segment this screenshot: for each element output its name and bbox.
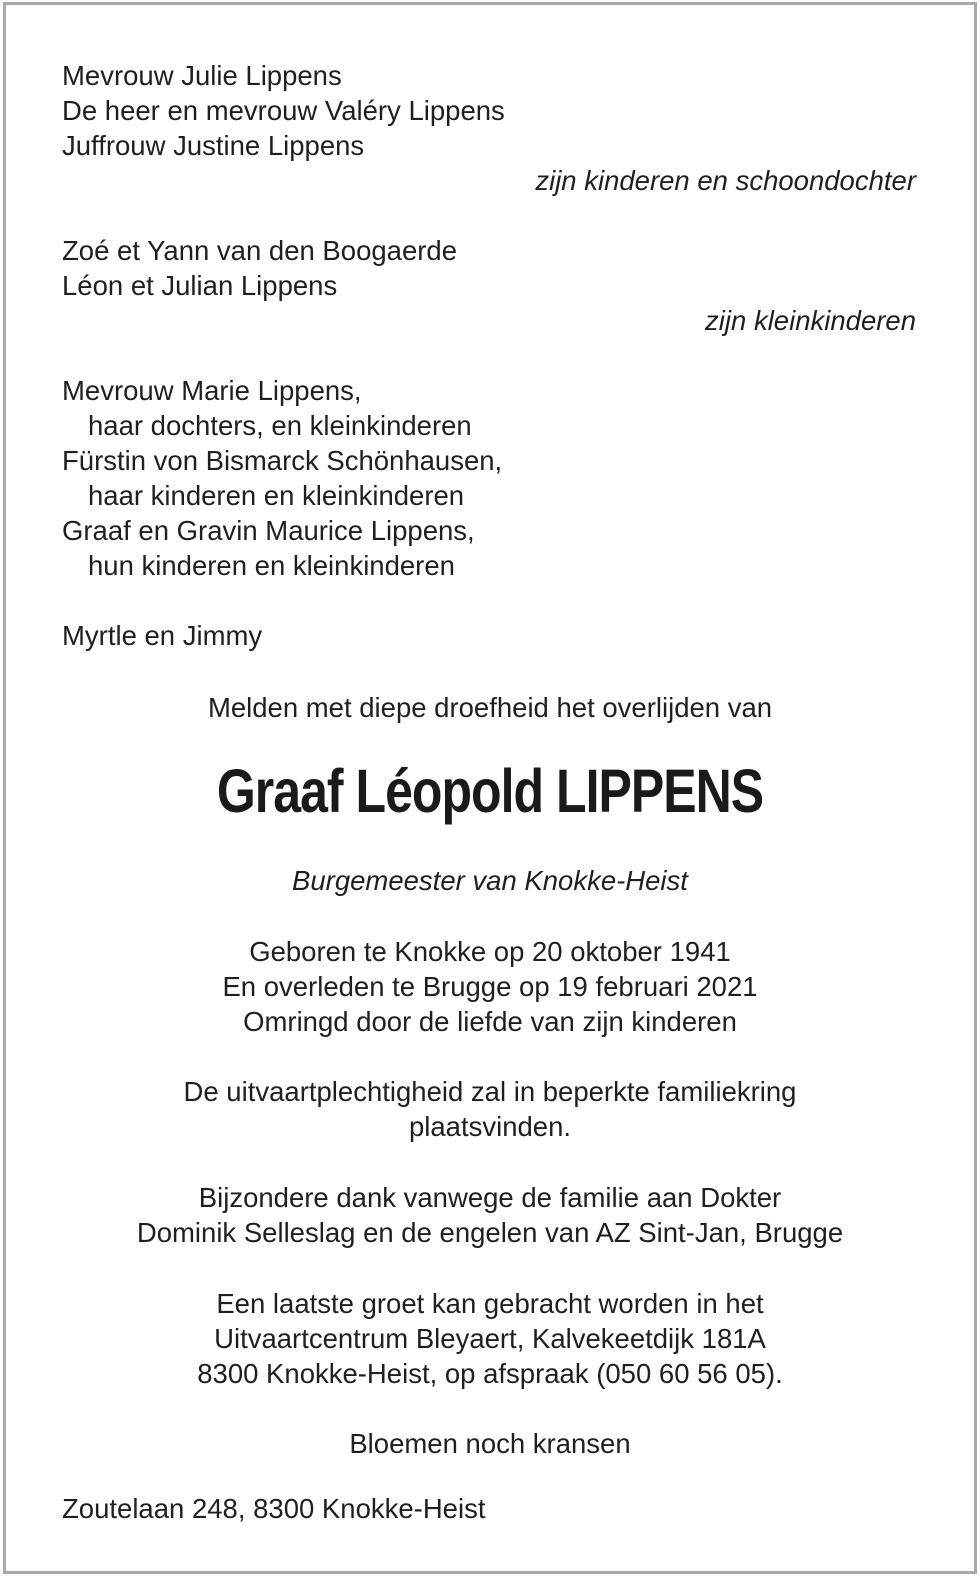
family-child-3: Juffrouw Justine Lippens <box>62 130 365 161</box>
family-child-2: De heer en mevrouw Valéry Lippens <box>62 95 505 126</box>
life-line-surrounded: Omringd door de liefde van zijn kinderen <box>243 1006 737 1037</box>
thanks-line-1: Bijzondere dank vanwege de familie aan Dokter <box>198 1182 782 1213</box>
relative-3-detail: hun kinderen en kleinkinderen <box>88 550 455 581</box>
flowers-line: Bloemen noch kransen <box>349 1428 631 1459</box>
relative-2-detail: haar kinderen en kleinkinderen <box>88 480 465 511</box>
grandchild-1: Zoé et Yann van den Boogaerde <box>62 235 457 266</box>
relative-2-name: Fürstin von Bismarck Schönhausen, <box>62 445 503 476</box>
funeral-line-1: De uitvaartplechtigheid zal in beperkte familiekring <box>183 1076 797 1107</box>
grandchildren-caption: zijn kleinkinderen <box>705 305 916 336</box>
relative-1-detail: haar dochters, en kleinkinderen <box>88 410 472 441</box>
grandchild-2: Léon et Julian Lippens <box>62 270 338 301</box>
family-child-1: Mevrouw Julie Lippens <box>62 60 342 91</box>
life-line-death: En overleden te Brugge op 19 februari 2021 <box>222 971 758 1002</box>
deceased-title: Burgemeester van Knokke-Heist <box>292 865 688 896</box>
obituary-notice <box>3 2 977 1574</box>
address-line: Zoutelaan 248, 8300 Knokke-Heist <box>62 1493 486 1524</box>
deceased-name: Graaf Léopold LIPPENS <box>216 757 764 825</box>
announcement: Melden met diepe droefheid het overlijden van <box>207 692 773 723</box>
visit-line-2: Uitvaartcentrum Bleyaert, Kalvekeetdijk 181A <box>214 1323 766 1354</box>
visit-line-3: 8300 Knokke-Heist, op afspraak (050 60 56 05). <box>197 1358 783 1389</box>
pets-line: Myrtle en Jimmy <box>62 620 263 651</box>
relative-1-name: Mevrouw Marie Lippens, <box>62 375 362 406</box>
life-line-birth: Geboren te Knokke op 20 oktober 1941 <box>249 936 731 967</box>
relative-3-name: Graaf en Gravin Maurice Lippens, <box>62 515 475 546</box>
thanks-line-2: Dominik Selleslag en de engelen van AZ Sint-Jan, Brugge <box>136 1217 844 1248</box>
children-caption: zijn kinderen en schoondochter <box>535 165 916 196</box>
visit-line-1: Een laatste groet kan gebracht worden in het <box>216 1288 764 1319</box>
funeral-line-2: plaatsvinden. <box>408 1111 572 1142</box>
